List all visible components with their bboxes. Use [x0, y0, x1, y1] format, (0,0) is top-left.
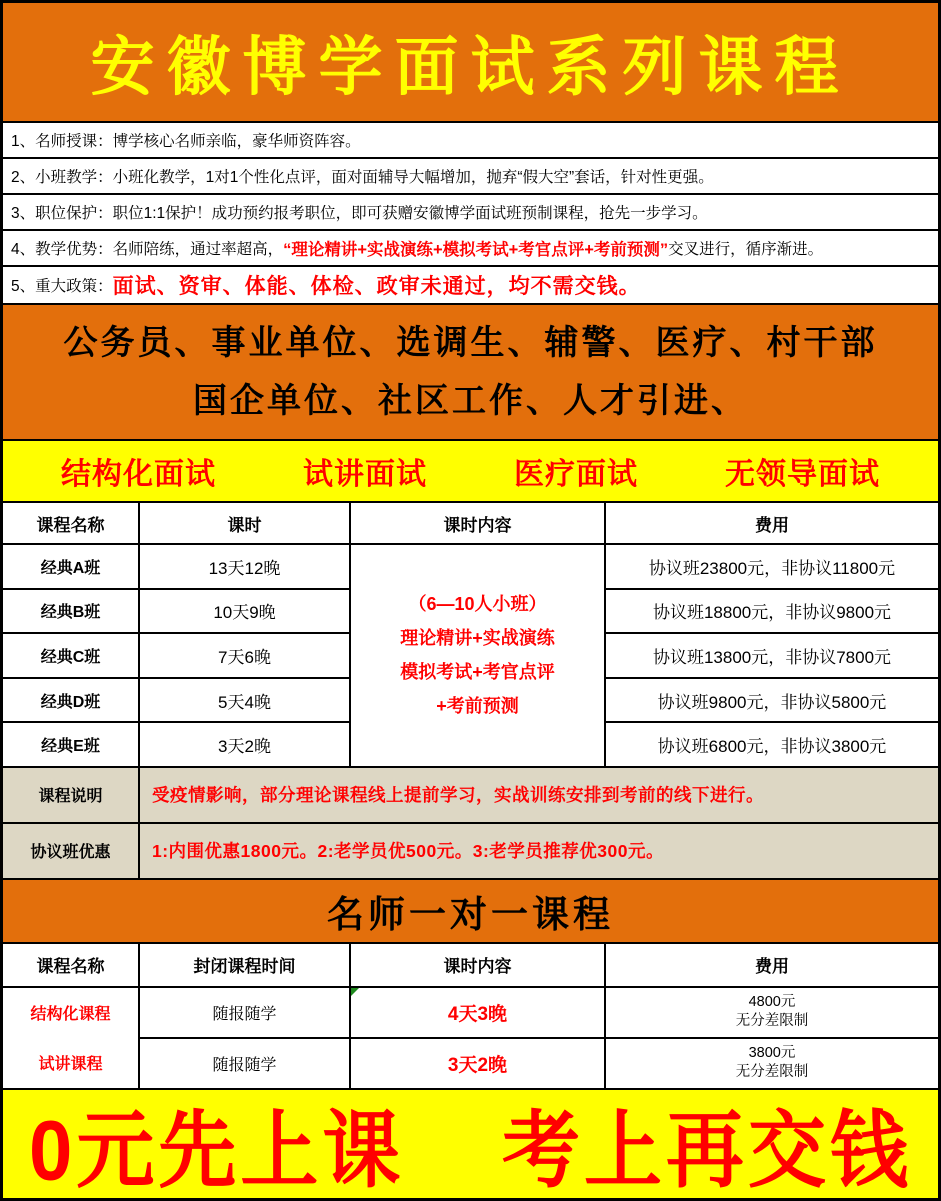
course-fee: 3800元 无分差限制 [606, 1039, 938, 1090]
course-table [3, 503, 938, 880]
feature-row-2 [3, 159, 938, 195]
feature-highlight: “理论精讲+实战演练+模拟考试+考官点评+考前预测” [283, 241, 669, 259]
feature-row-3 [3, 195, 938, 231]
feature-row-1 [3, 123, 938, 159]
feature-text: 3、职位保护：职位1:1保护！成功预约报考职位，即可获赠安徽博学面试班预制课程，抢先一步学习。 [11, 205, 708, 222]
feature-text: 1、名师授课：博学核心名师亲临，豪华师资阵容。 [11, 133, 361, 150]
feature-highlight: 面试、资审、体能、体检、政审未通过，均不需交钱。 [112, 275, 641, 298]
one-to-one-title: 名师一对一课程 [327, 893, 614, 935]
content-line: +考前预测 [436, 696, 519, 717]
course-name: 经典D班 [3, 679, 140, 724]
note-text: 受疫情影响，部分理论课程线上提前学习，实战训练安排到考前的线下进行。 [140, 768, 938, 824]
course-name: 经典C班 [3, 634, 140, 679]
content-line: （6—10人小班） [408, 594, 547, 615]
audience-line-1: 公务员、事业单位、选调生、辅警、医疗、村干部 [63, 324, 878, 362]
feature-list [3, 123, 938, 305]
course-hours: 5天4晚 [140, 679, 351, 724]
course-name: 经典B班 [3, 590, 140, 635]
course-hours: 10天9晚 [140, 590, 351, 635]
feature-text: 4、教学优势：名师陪练，通过率超高， [11, 241, 284, 258]
course-hours: 13天12晚 [140, 545, 351, 590]
course-fee: 4800元 无分差限制 [606, 988, 938, 1039]
course-name: 经典A班 [3, 545, 140, 590]
note-label: 协议班优惠 [3, 824, 140, 880]
course-name: 试讲课程 [38, 1056, 103, 1074]
feature-row-4 [3, 231, 938, 267]
course-hours: 4天3晚 [351, 988, 606, 1039]
course-name: 结构化课程 [30, 1006, 111, 1024]
slogan-right: 考上再交钱 [501, 1102, 912, 1198]
feature-text: 2、小班教学：小班化教学，1对1个性化点评，面对面辅导大幅增加，抛弃“假大空”套话，针对性更强。 [11, 169, 714, 186]
interview-type: 结构化面试 [61, 458, 216, 491]
one-to-one-title-band [3, 880, 938, 944]
audience-line-2: 国企单位、社区工作、人才引进、 [193, 382, 748, 420]
course-schedule: 随报随学 [140, 1039, 351, 1090]
column-header: 课时 [140, 503, 351, 545]
one-to-one-table [3, 944, 938, 1090]
audience-band [3, 305, 938, 441]
feature-text: 交叉进行，循序渐进。 [668, 241, 824, 258]
course-fee: 协议班18800元，非协议9800元 [606, 590, 938, 635]
page-title: 安徽博学面试系列课程 [90, 30, 851, 105]
column-header: 课程名称 [3, 503, 140, 545]
column-header: 课程名称 [3, 944, 140, 988]
course-fee: 协议班23800元，非协议11800元 [606, 545, 938, 590]
column-header: 费用 [606, 503, 938, 545]
note-label: 课程说明 [3, 768, 140, 824]
course-schedule: 随报随学 [140, 988, 351, 1039]
footer-slogan-band [3, 1090, 938, 1198]
interview-type: 无领导面试 [725, 458, 880, 491]
course-content-cell [351, 545, 606, 768]
feature-row-5 [3, 267, 938, 305]
column-header: 课时内容 [351, 944, 606, 988]
note-text: 1:内围优惠1800元。2:老学员优500元。3:老学员推荐优300元。 [140, 824, 938, 880]
course-name: 经典E班 [3, 723, 140, 768]
column-header: 费用 [606, 944, 938, 988]
column-header: 课时内容 [351, 503, 606, 545]
content-line: 模拟考试+考官点评 [400, 662, 555, 683]
title-band [3, 3, 938, 123]
interview-type: 医疗面试 [514, 458, 638, 491]
course-fee: 协议班13800元，非协议7800元 [606, 634, 938, 679]
course-fee: 协议班6800元，非协议3800元 [606, 723, 938, 768]
course-fee: 协议班9800元，非协议5800元 [606, 679, 938, 724]
cell-comment-marker-icon [351, 988, 359, 996]
interview-type: 试讲面试 [303, 458, 427, 491]
one-to-one-course-names [3, 988, 140, 1090]
interview-types-band [3, 441, 938, 503]
content-line: 理论精讲+实战演练 [400, 628, 555, 649]
column-header: 封闭课程时间 [140, 944, 351, 988]
course-hours: 3天2晚 [140, 723, 351, 768]
slogan-left: 0元先上课 [29, 1102, 405, 1198]
course-hours: 7天6晚 [140, 634, 351, 679]
course-hours: 3天2晚 [351, 1039, 606, 1090]
feature-text: 5、重大政策： [11, 278, 113, 295]
